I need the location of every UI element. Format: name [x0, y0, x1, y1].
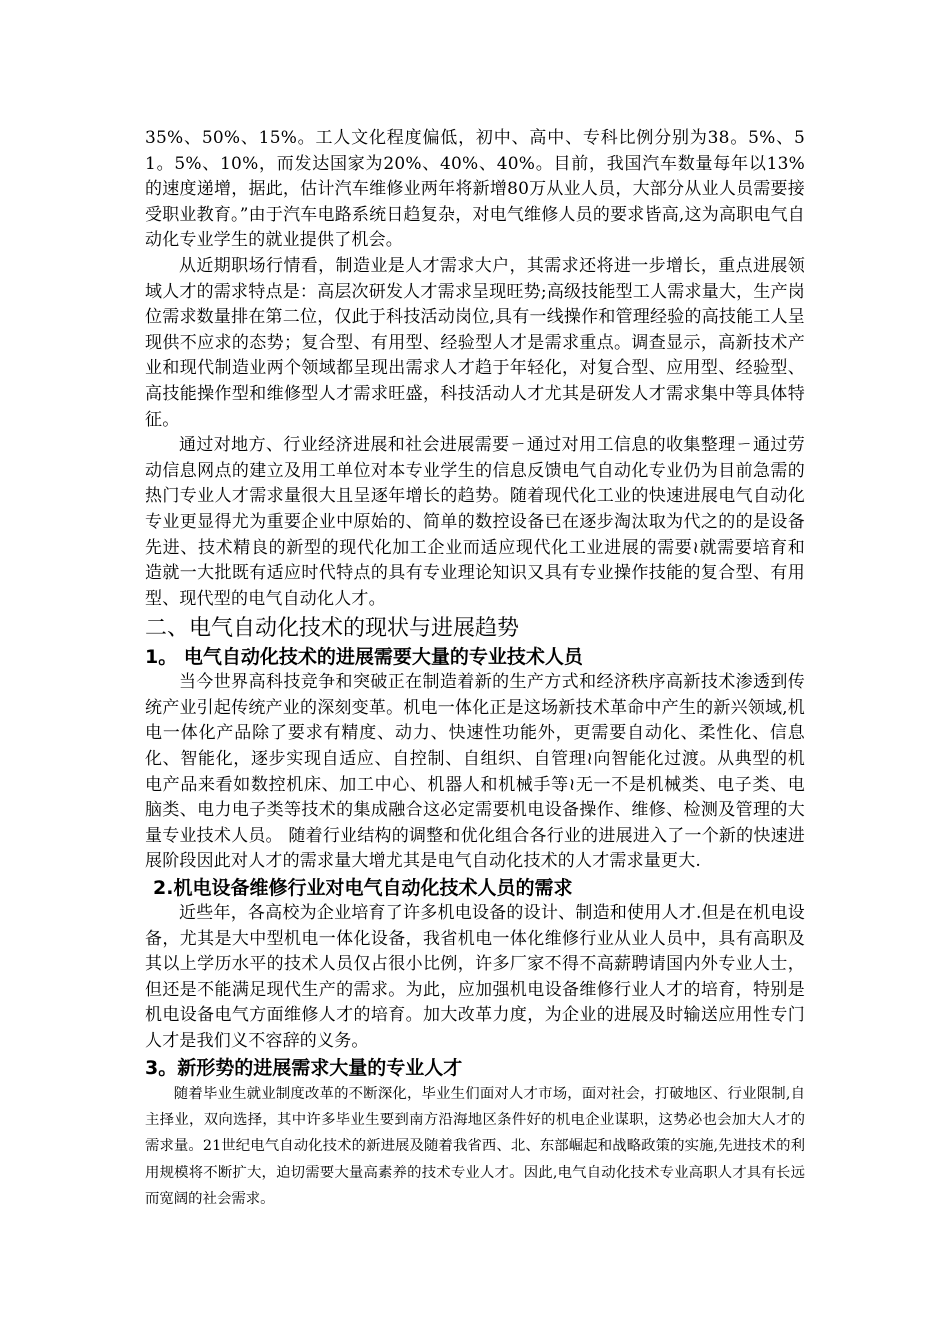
subsection-paragraph-2: 近些年，各高校为企业培育了许多机电设备的设计、制造和使用人才.但是在机电设备，尤其是大中型机电一体化设备，我省机电一体化维修行业从业人员中，具有高职及其以上学历水平的技术人员仅占很小比例，许多厂家不得不高薪聘请国内外专业人士，但还是不能满足现代生产的需求。为此，应加强机电设备维修行业人才的培育，特别是机电设备电气方面维修人才的培育。加大改革力度，为企业的进展及时输送应用性专门人才是我们义不容辞的义务。: [145, 903, 805, 1051]
paragraph-workforce-stats: 35%、50%、15%。工人文化程度偏低，初中、高中、专科比例分别为38。5%、51。5%、10%，而发达国家为20%、40%、40%。目前，我国汽车数量每年以13%的速度递增，据此，估计汽车维修业两年将新增80万从业人员，大部分从业人员需要接受职业教育。”由于汽车电路系统日趋复杂，对电气维修人员的要求皆高,这为高职电气自动化专业学生的就业提供了机会。: [145, 128, 805, 251]
paragraph-job-market: 从近期职场行情看，制造业是人才需求大户，其需求还将进一步增长，重点进展领域人才的需求特点是：高层次研发人才需求呈现旺势;高级技能型工人需求量大，生产岗位需求数量排在第二位，仅此于科技活动岗位,具有一线操作和管理经验的高技能工人呈现供不应求的态势；复合型、有用型、经验型人才是需求重点。调查显示，高新技术产业和现代制造业两个领域都呈现出需求人才趋于年轻化，对复合型、应用型、经验型、高技能操作型和维修型人才需求旺盛，科技活动人才尤其是研发人才需求集中等具体特征。: [145, 255, 805, 430]
document-body: [145, 126, 805, 1213]
section-heading: 二、电气自动化技术的现状与进展趋势: [145, 616, 520, 642]
paragraph-demand-analysis: 通过对地方、行业经济进展和社会进展需要ㄧ通过对用工信息的收集整理ㄧ通过劳动信息网点的建立及用工单位对本专业学生的信息反馈电气自动化专业仍为目前急需的热门专业人才需求量很大且呈逐年增长的趋势。随着现代化工业的快速进展电气自动化专业更显得尤为重要企业中原始的、简单的数控设备已在逐步淘汰取为代之的的是设备先进、技术精良的新型的现代化加工企业而适应现代化工业进展的需要≀就需要培育和造就一大批既有适应时代特点的具有专业理论知识又具有专业操作技能的复合型、有用型、现代型的电气自动化人才。: [145, 435, 805, 609]
subsection-paragraph-3: 随着毕业生就业制度改革的不断深化，毕业生们面对人才市场，面对社会，打破地区、行业限制,自主择业，双向选择，其中许多毕业生要到南方沿海地区条件好的机电企业谋职，这势必也会加大人才的需求量。21世纪电气自动化技术的新进展及随着我省西、北、东部崛起和战略政策的实施,先进技术的利用规模将不断扩大，迫切需要大量高素养的技术专业人才。因此,电气自动化技术专业高职人才具有长远而宽阔的社会需求。: [145, 1085, 805, 1208]
subsection-heading-3: 3。新形势的进展需求大量的专业人才: [145, 1056, 463, 1079]
subsection-heading-2: 2.机电设备维修行业对电气自动化技术人员的需求: [153, 877, 573, 900]
subsection-paragraph-1: 当今世界高科技竞争和突破正在制造着新的生产方式和经济秩序高新技术渗透到传统产业引起传统产业的深刻变革。机电一体化正是这场新技术革命中产生的新兴领域,机电一体化产品除了要求有精度、动力、快速性功能外，更需要自动化、柔性化、信息化、智能化，逐步实现自适应、自控制、自组织、自管理≀向智能化过渡。从典型的机电产品来看如数控机床、加工中心、机器人和机械手等≀无一不是机械类、电子类、电脑类、电力电子类等技术的集成融合这必定需要机电设备操作、维修、检测及管理的大量专业技术人员。 随着行业结构的调整和优化组合各行业的进展进入了一个新的快速进展阶段因此对人才的需求量大增尤其是电气自动化技术的人才需求量更大.: [145, 672, 805, 872]
subsection-heading-1: 1。 电气自动化技术的进展需要大量的专业技术人员: [145, 646, 583, 669]
